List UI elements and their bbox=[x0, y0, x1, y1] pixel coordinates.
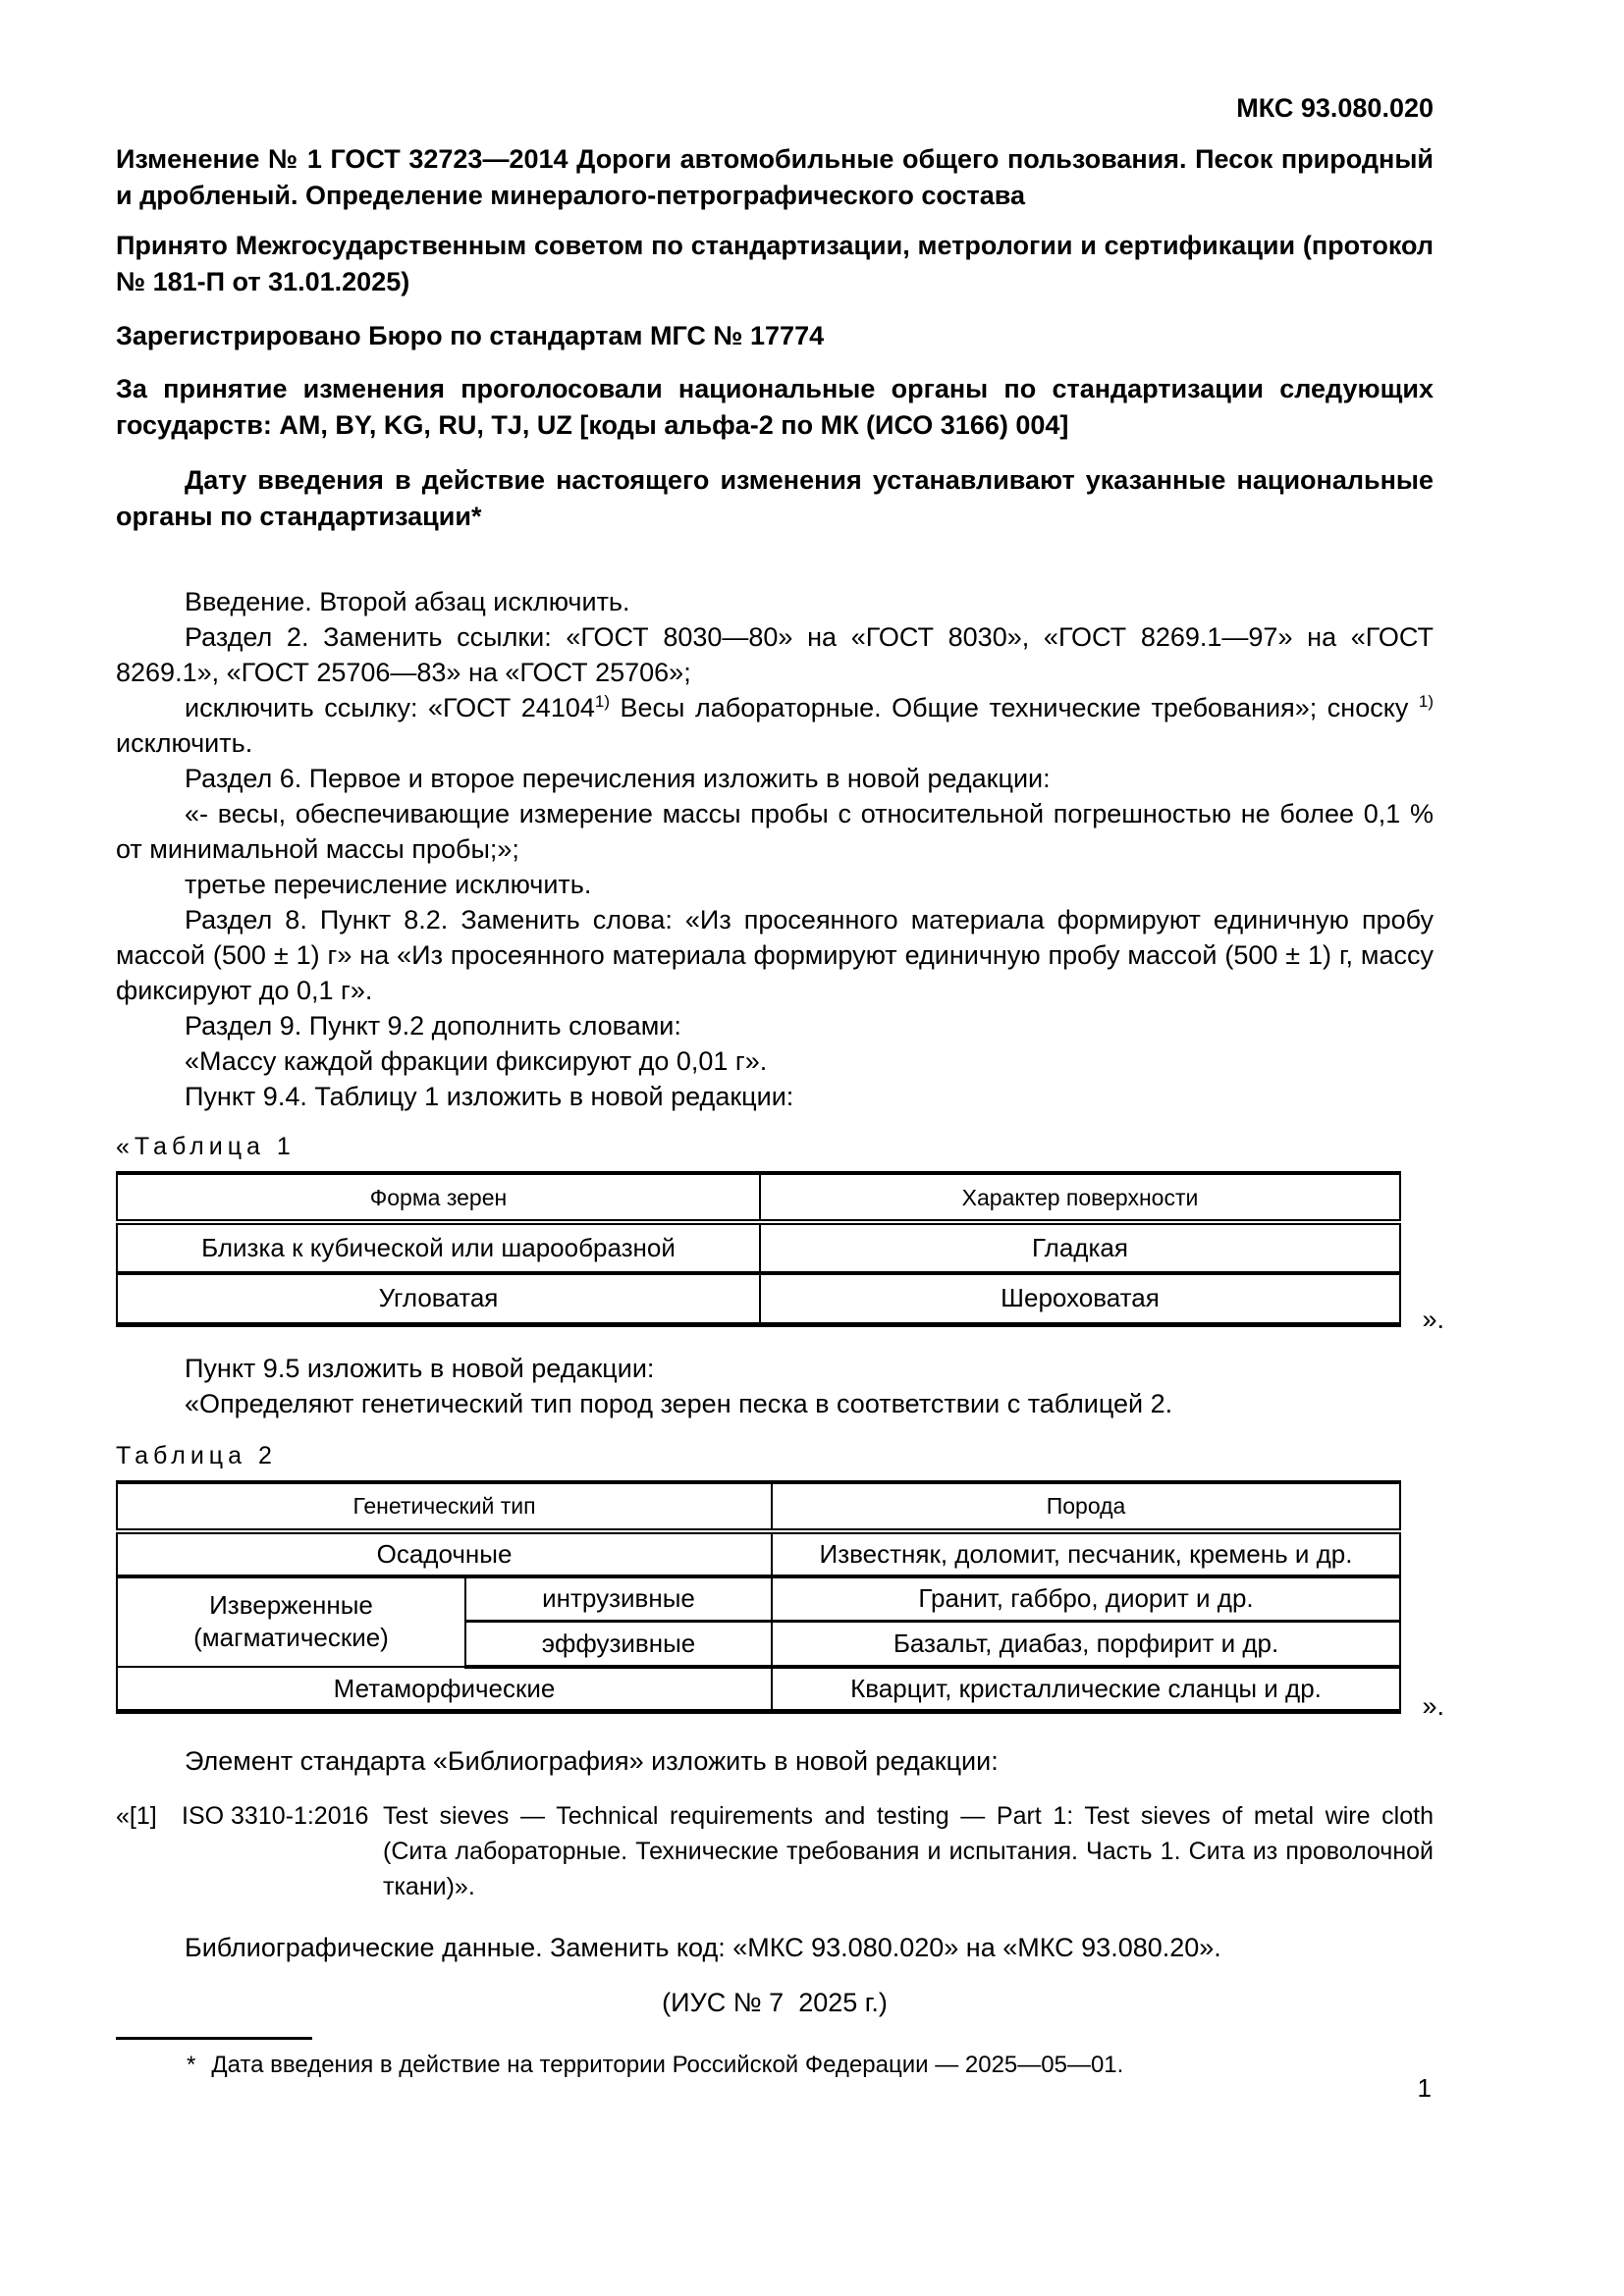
footnote-marker: * bbox=[187, 2052, 196, 2078]
table-cell-metamorphic-rocks: Кварцит, кристаллические сланцы и др. bbox=[772, 1667, 1400, 1712]
table-row bbox=[117, 1576, 1400, 1622]
footnote-rule bbox=[116, 2037, 312, 2040]
point95-section bbox=[116, 1351, 1434, 1421]
amendment-section9-mass: «Массу каждой фракции фиксируют до 0,01 г». bbox=[185, 1046, 768, 1076]
ius-note: (ИУС № 7 2025 г.) bbox=[662, 1988, 888, 2017]
table-row bbox=[117, 1222, 1400, 1273]
mks-code: МКС 93.080.020 bbox=[1236, 93, 1434, 123]
effective-date-note: Дату введения в действие настоящего изменения устанавливают указанные национальные органы по стандартизации* bbox=[116, 465, 1434, 531]
exclude-ref-text: Весы лабораторные. Общие технические требования»; сноску bbox=[610, 693, 1419, 722]
amendment-section6: Раздел 6. Первое и второе перечисления изложить в новой редакции: bbox=[185, 764, 1051, 793]
table2-header-genetic-type: Генетический тип bbox=[117, 1482, 772, 1531]
adopted-note: Принято Межгосударственным советом по стандартизации, метрологии и сертификации (протокол № 181-П от 31.01.2025) bbox=[116, 231, 1434, 296]
table2-header-rock: Порода bbox=[772, 1482, 1400, 1531]
amendment-introduction-change: Введение. Второй абзац исключить. bbox=[185, 587, 630, 616]
table-row bbox=[117, 1273, 1400, 1324]
bib-ref-number: «[1] bbox=[116, 1802, 157, 1830]
biblio-data-note: Библиографические данные. Заменить код: «МКС 93.080.020» на «МКС 93.080.20». bbox=[185, 1933, 1221, 1962]
amendment-section2: Раздел 2. Заменить ссылки: «ГОСТ 8030—80» на «ГОСТ 8030», «ГОСТ 8269.1—97» на «ГОСТ 8269.1», «ГОСТ 25706—83» на «ГОСТ 25706»; bbox=[116, 622, 1434, 687]
amendment-point95: Пункт 9.5 изложить в новой редакции: bbox=[185, 1353, 655, 1383]
table1-header-row bbox=[117, 1173, 1400, 1222]
footnote-text: Дата введения в действие на территории Российской Федерации — 2025—05—01. bbox=[211, 2052, 1124, 2078]
table-cell-intrusive: интрузивные bbox=[465, 1576, 772, 1622]
bibliography-entry bbox=[116, 1798, 1434, 1904]
table1-header-surface: Характер поверхности bbox=[760, 1173, 1400, 1222]
table1-wrap bbox=[116, 1171, 1444, 1334]
amendment-title: Изменение № 1 ГОСТ 32723—2014 Дороги автомобильные общего пользования. Песок природный и дробленый. Определение минералого-петрографического состава bbox=[116, 144, 1434, 210]
table1-label: «Таблица 1 bbox=[116, 1133, 296, 1160]
bib-ref-text bbox=[383, 1798, 1434, 1904]
voting-note: За принятие изменения проголосовали национальные органы по стандартизации следующих государств: AM, BY, KG, RU, TJ, UZ [коды альфа-2 по МК (ИСО 3166) 004] bbox=[116, 374, 1434, 440]
table-cell-metamorphic: Метаморфические bbox=[117, 1667, 772, 1712]
amendment-section8: Раздел 8. Пункт 8.2. Заменить слова: «Из просеянного материала формируют единичную пробу массой (500 ± 1) г» на «Из просеянного материала формируют единичную пробу массой (500 ± 1) г, массу фиксируют до 0,1 г». bbox=[116, 905, 1434, 1005]
table-cell-effusive-rocks: Базальт, диабаз, порфирит и др. bbox=[772, 1622, 1400, 1667]
registered-note: Зарегистрировано Бюро по стандартам МГС № 17774 bbox=[116, 321, 825, 350]
amendment-point94: Пункт 9.4. Таблицу 1 изложить в новой редакции: bbox=[185, 1082, 794, 1111]
table1-closing-mark: ». bbox=[1422, 1304, 1444, 1334]
table-cell-sedimentary-rocks: Известняк, доломит, песчаник, кремень и др. bbox=[772, 1531, 1400, 1576]
table2-header-row bbox=[117, 1482, 1400, 1531]
amendment-exclude-reference bbox=[116, 690, 1434, 761]
table2 bbox=[116, 1480, 1401, 1715]
table-cell-sedimentary: Осадочные bbox=[117, 1531, 772, 1576]
table-cell-intrusive-rocks: Гранит, габбро, диорит и др. bbox=[772, 1576, 1400, 1622]
bib-ref-title-en: Test sieves — Technical requirements and testing — Part 1: Test sieves of metal wire cloth bbox=[383, 1802, 1434, 1830]
amendment-point95-genetic: «Определяют генетический тип пород зерен песка в соответствии с таблицей 2. bbox=[185, 1388, 1173, 1418]
amendments-section bbox=[116, 584, 1434, 1114]
bibliography-intro: Элемент стандарта «Библиография» изложить в новой редакции: bbox=[185, 1746, 999, 1776]
table-cell-surface-smooth: Гладкая bbox=[760, 1222, 1400, 1273]
bib-ref-code: ISO 3310-1:2016 bbox=[182, 1802, 369, 1830]
table2-closing-mark: ». bbox=[1422, 1691, 1444, 1721]
amendment-section6-third: третье перечисление исключить. bbox=[185, 870, 592, 899]
table-cell-shape-angular: Угловатая bbox=[117, 1273, 760, 1324]
table-row bbox=[117, 1667, 1400, 1712]
table2-label: Таблица 2 bbox=[116, 1441, 277, 1469]
bib-ref-title-ru: (Сита лабораторные. Технические требования и испытания. Часть 1. Сита из проволочной ткани)». bbox=[383, 1838, 1434, 1900]
table-cell-shape-cubic: Близка к кубической или шарообразной bbox=[117, 1222, 760, 1273]
page-number: 1 bbox=[1417, 2073, 1432, 2103]
footnote-superscript: 1) bbox=[1418, 692, 1434, 711]
footnote bbox=[116, 2050, 1434, 2081]
table2-wrap bbox=[116, 1480, 1444, 1721]
exclude-ref-text: исключить. bbox=[116, 728, 253, 758]
exclude-ref-text: исключить ссылку: «ГОСТ 24104 bbox=[185, 693, 595, 722]
table-cell-effusive: эффузивные bbox=[465, 1622, 772, 1667]
table1 bbox=[116, 1171, 1401, 1327]
amendment-section9: Раздел 9. Пункт 9.2 дополнить словами: bbox=[185, 1011, 681, 1041]
table-cell-surface-rough: Шероховатая bbox=[760, 1273, 1400, 1324]
footnote-superscript: 1) bbox=[594, 692, 610, 711]
amendment-section6-scales: «- весы, обеспечивающие измерение массы пробы с относительной погрешностью не более 0,1 % от минимальной массы пробы;»; bbox=[116, 799, 1434, 864]
table-cell-igneous: Изверженные (магматические) bbox=[117, 1576, 465, 1667]
table1-header-grain-shape: Форма зерен bbox=[117, 1173, 760, 1222]
table-row bbox=[117, 1531, 1400, 1576]
